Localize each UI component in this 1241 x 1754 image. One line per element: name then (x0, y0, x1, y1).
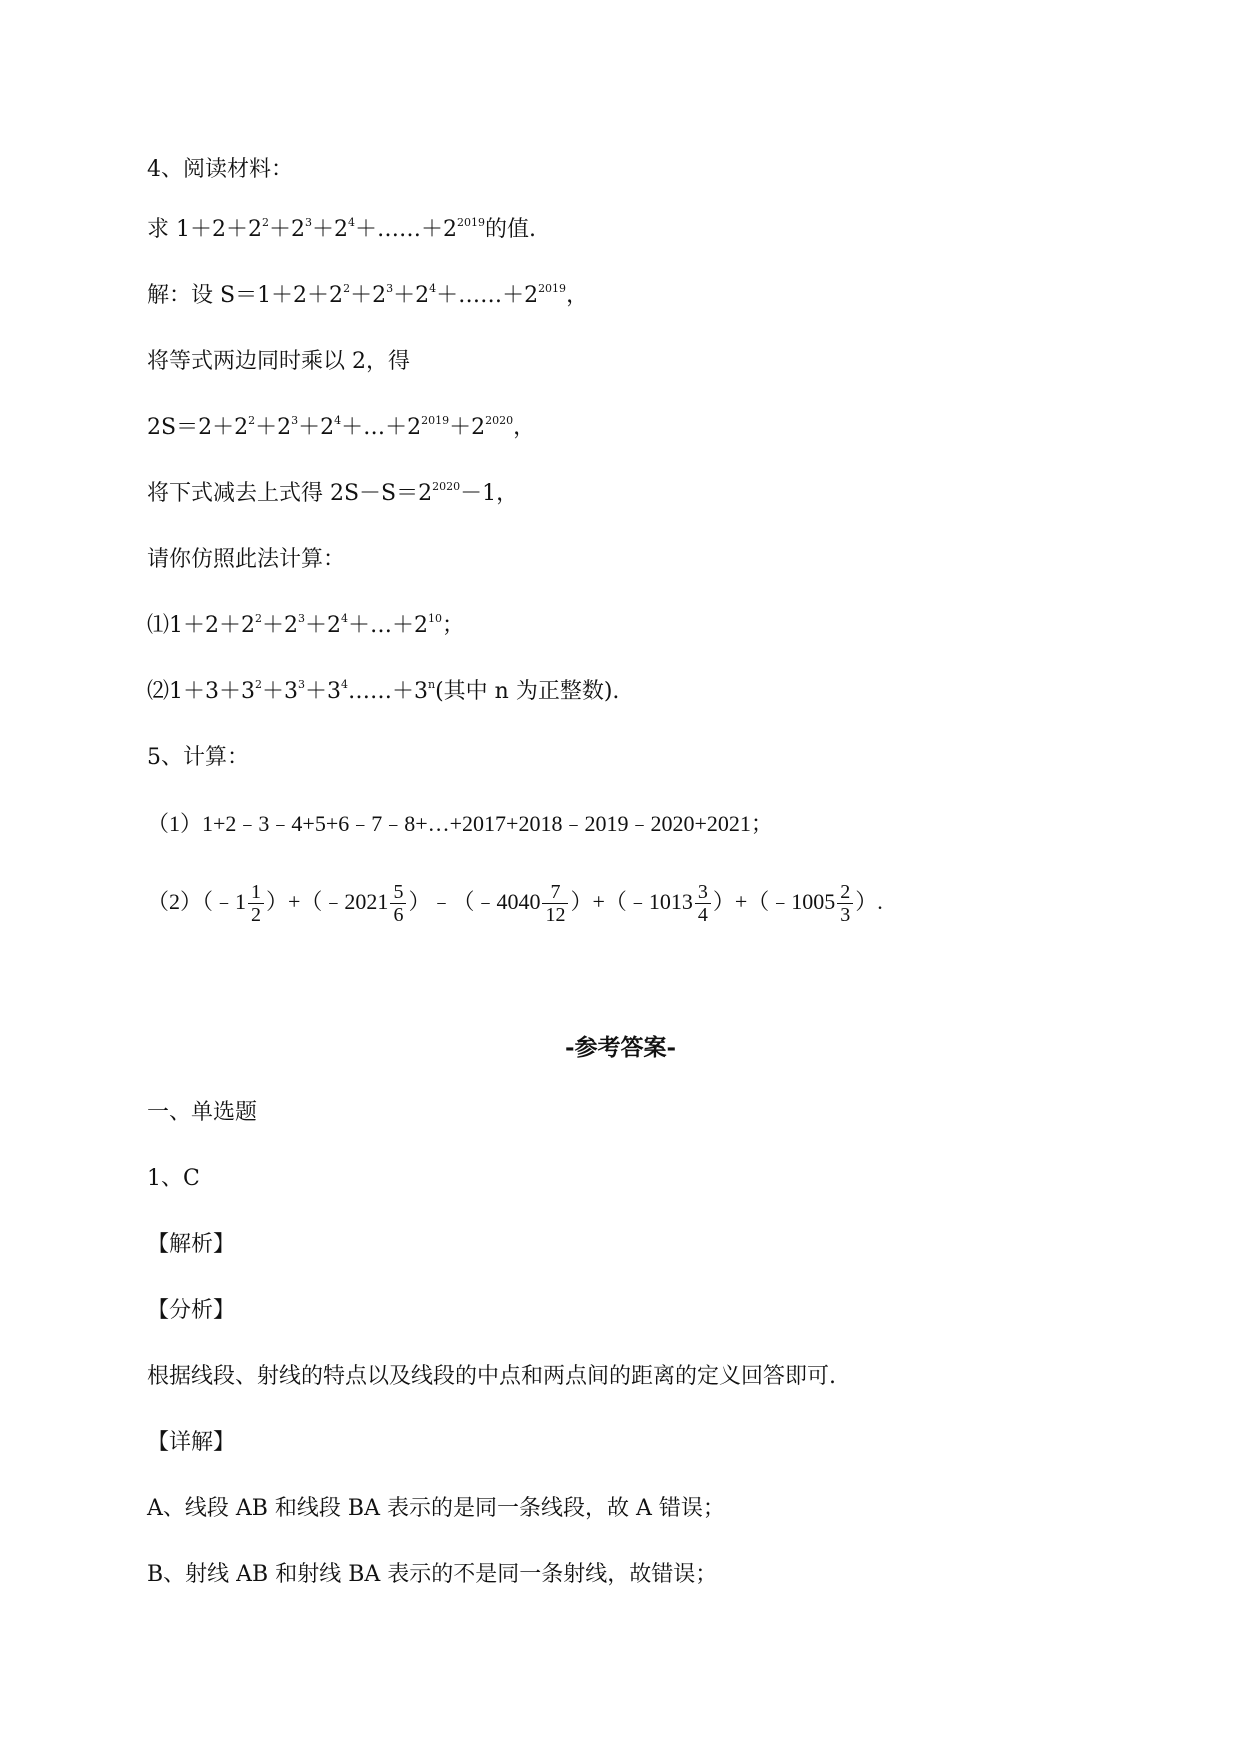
detail-tag: 【详解】 (147, 1430, 236, 1455)
section-title-single-choice: 一、单选题 (147, 1100, 258, 1125)
fenxi-text: 根据线段、射线的特点以及线段的中点和两点间的距离的定义回答即可. (147, 1364, 836, 1389)
fraction-3-4: $\frac{3}{4}$ (695, 881, 711, 926)
option-a-explanation: A、线段 AB 和线段 BA 表示的是同一条线段，故 A 错误； (147, 1496, 725, 1521)
answers-heading: -参考答案- (564, 1034, 677, 1061)
question-5-part-2: （2）（﹣1 $\frac{1}{2}$ ）+（﹣2021 $\frac{5}{6}$ ）﹣（﹣4040 $\frac{7}{12}$ ）+（﹣1013 $\frac{3}{4}$ ）+（﹣1005 $\frac{2}{3}$ ）. (147, 881, 883, 927)
question-4-prompt: 求 $1+2+2^2+2^3+2^4+\dots\dots+2^{2019}$的值. (147, 216, 536, 242)
question-4-instruction: 请你仿照此法计算： (147, 547, 346, 572)
question-4-multiply-step: 将等式两边同时乘以 2，得 (147, 349, 410, 374)
fraction-2-3: $\frac{2}{3}$ (837, 881, 853, 926)
answer-item-1: 1、C (147, 1166, 200, 1191)
question-4-subtract-step: 将下式减去上式得 $2S-S=2^{2020}-1$， (147, 480, 519, 506)
question-4-doubled-equation: $2S=2+2^2+2^3+2^4+\dots+2^{2019}+2^{2020}$， (147, 414, 536, 440)
fraction-5-6: $\frac{5}{6}$ (390, 881, 406, 926)
question-4-part-1: $⑴1+2+2^2+2^3+2^4+\dots+2^{10}$； (147, 612, 465, 638)
option-b-explanation: B、射线 AB 和射线 BA 表示的不是同一条射线，故错误； (147, 1562, 718, 1587)
question-5-title: 5、计算： (147, 745, 249, 770)
analysis-tag: 【解析】 (147, 1232, 236, 1257)
fraction-1-2: $\frac{1}{2}$ (248, 881, 264, 926)
question-4-title: 4、阅读材料： (147, 157, 293, 182)
question-4-part-2: $⑵1+3+3^2+3^3+3^4\dots\dots+3^n$(其中 n 为正整数). (147, 678, 620, 704)
question-5-part-1: （1）1+2﹣3﹣4+5+6﹣7﹣8+…+2017+2018﹣2019﹣2020+2021； (147, 811, 773, 836)
question-4-solution-setup: 解：设 $S=1+2+2^2+2^3+2^4+\dots\dots+2^{2019}$， (147, 282, 589, 308)
fenxi-tag: 【分析】 (147, 1298, 236, 1323)
fraction-7-12: $\frac{7}{12}$ (542, 881, 568, 926)
